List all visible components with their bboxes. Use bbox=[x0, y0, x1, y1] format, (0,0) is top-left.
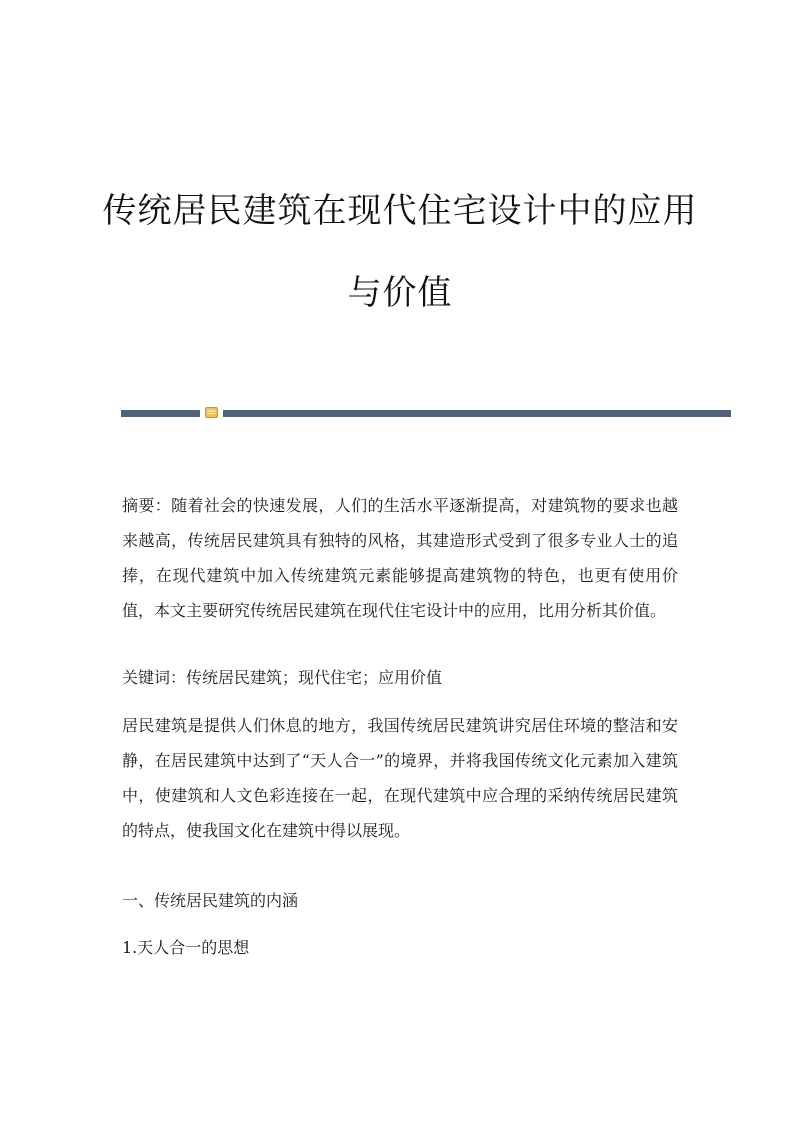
book-icon bbox=[205, 407, 218, 418]
title-divider-left bbox=[121, 410, 200, 417]
document-title-line-2: 与价值 bbox=[347, 273, 453, 313]
intro-paragraph: 居民建筑是提供人们休息的地方，我国传统居民建筑讲究居住环境的整洁和安静，在居民建筑中达到了“天人合一”的境界，并将我国传统文化元素加入建筑中，使建筑和人文色彩连接在一起，在现代建筑中应合理的采纳传统居民建筑的特点，使我国文化在建筑中得以展现。 bbox=[122, 716, 678, 840]
document-title-line-1: 传统居民建筑在现代住宅设计中的应用 bbox=[102, 191, 698, 231]
keywords-line: 关键词：传统居民建筑；现代住宅；应用价值 bbox=[122, 668, 443, 687]
abstract-paragraph: 摘要：随着社会的快速发展，人们的生活水平逐渐提高，对建筑物的要求也越来越高，传统居民建筑具有独特的风格，其建造形式受到了很多专业人士的追捧，在现代建筑中加入传统建筑元素能够提高建筑物的特色，也更有使用价值，本文主要研究传统居民建筑在现代住宅设计中的应用，比用分析其价值。 bbox=[122, 496, 678, 620]
section-heading: 一、传统居民建筑的内涵 bbox=[122, 891, 299, 910]
subsection-heading: 1.天人合一的思想 bbox=[122, 938, 250, 957]
title-divider-right bbox=[223, 410, 731, 417]
